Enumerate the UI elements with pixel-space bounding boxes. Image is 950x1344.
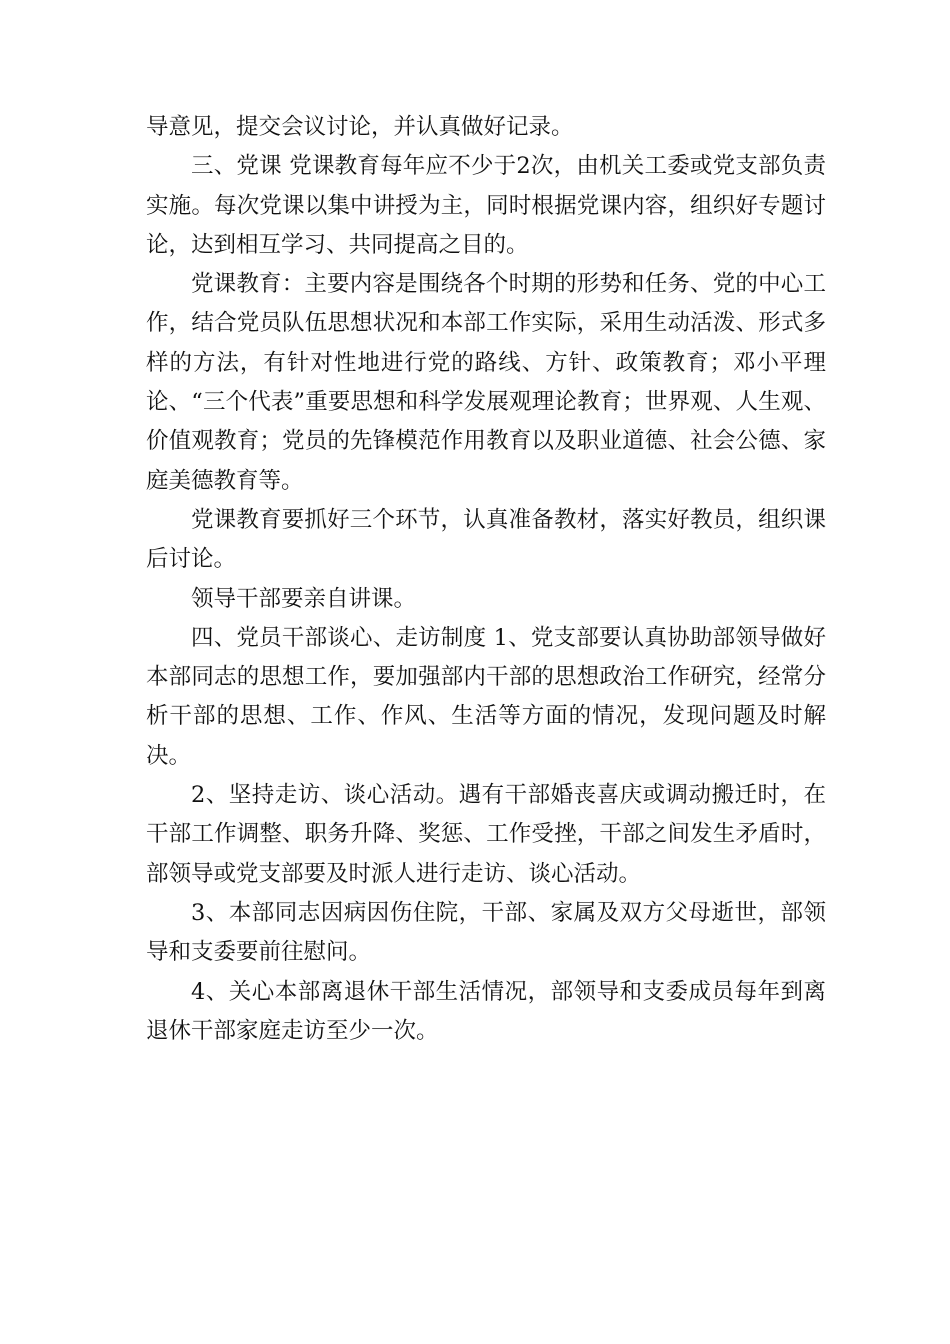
- paragraph-lecture-content: 党课教育：主要内容是围绕各个时期的形势和任务、党的中心工作，结合党员队伍思想状况和本部工作实际，采用生动活泼、形式多样的方法，有针对性地进行党的路线、方针、政策教育；邓小平理论、“三个代表”重要思想和科学发展观理论教育；世界观、人生观、价值观教育；党员的先锋模范作用教育以及职业道德、社会公德、家庭美德教育等。: [146, 271, 826, 494]
- paragraph-talk-visit-system: 四、党员干部谈心、走访制度 1、党支部要认真协助部领导做好本部同志的思想工作，要加强部内干部的思想政治工作研究，经常分析干部的思想、工作、作风、生活等方面的情况，发现问题及时解决。: [146, 624, 826, 769]
- paragraph-lecture-steps: 党课教育要抓好三个环节，认真准备教材，落实好教员，组织课后讨论。: [146, 506, 826, 573]
- paragraph-retired-cadres: 4、关心本部离退休干部生活情况，部领导和支委成员每年到离退休干部家庭走访至少一次。: [146, 978, 826, 1044]
- paragraph-condolence: 3、本部同志因病因伤住院，干部、家属及双方父母逝世，部领导和支委要前往慰问。: [146, 899, 826, 966]
- paragraph-party-lecture: 三、党课 党课教育每年应不少于2次，由机关工委或党支部负责实施。每次党课以集中讲授为主，同时根据党课内容，组织好专题讨论，达到相互学习、共同提高之目的。: [146, 153, 826, 258]
- paragraph-leaders-lecture: 领导干部要亲自讲课。: [191, 585, 417, 612]
- paragraph-continuation: 导意见，提交会议讨论，并认真做好记录。: [146, 114, 574, 140]
- paragraph-visit-activities: 2、坚持走访、谈心活动。遇有干部婚丧喜庆或调动搬迁时，在干部工作调整、职务升降、奖惩、工作受挫，干部之间发生矛盾时，部领导或党支部要及时派人进行走访、谈心活动。: [146, 782, 826, 887]
- document-body: [146, 108, 826, 1051]
